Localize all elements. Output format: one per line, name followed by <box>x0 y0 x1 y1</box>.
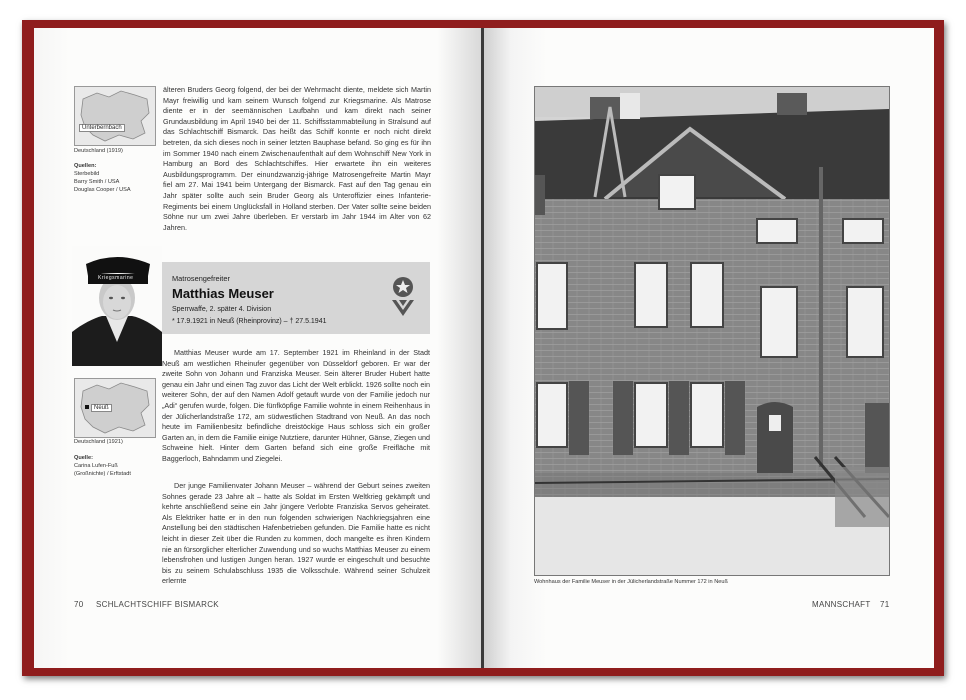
running-header: SCHLACHTSCHIFF BISMARCK <box>96 600 219 609</box>
map-place-label: Neuß <box>91 404 112 412</box>
right-page <box>484 28 934 668</box>
sources-title: Quellen: <box>74 163 97 169</box>
left-page <box>34 28 482 668</box>
map-place-label: Unterbernbach <box>79 124 125 132</box>
map-caption: Deutschland (1921) <box>74 439 123 445</box>
source-line: (Großnichte) / Erftstadt <box>74 471 131 477</box>
profile-banner <box>162 262 430 334</box>
cap-band-text: Kriegsmarine <box>98 275 134 281</box>
source-line: Carina Lufen-Fuß <box>74 463 118 469</box>
profile-rank: Matrosengefreiter <box>172 274 230 283</box>
source-line: Sterbebild <box>74 171 100 177</box>
sources-title: Quelle: <box>74 455 93 461</box>
body-paragraph: Der junge Familienvater Johann Meuser – während der Geburt seines zweiten Sohnes gerade 23 Jahre alt – hatte als Soldat im Ersten Weltkrieg gekämpft und kehrte anschließend seine ein Jahr jüngere Verlobte Franziska Servos geheiratet. Als Elektriker hatte er in den nun folgenden schwierigen Nachkriegsjahren eine Anstellung bei den städtischen Hafenbetrieben gefunden. Die Familie hatte es nicht leicht in dieser Zeit über die Runden zu kommen, doch mangelte es ihren Kindern nie an fürsorglicher elterlicher Zuwendung und so wuchs Matthias Meuser zu einem lebensfrohen und lustigen Jungen heran. 1927 wurde er eingeschult und besuchte bis zu seinem Schulabschluss 1935 die Volksschule. Während seiner Schulzeit erlernte <box>162 481 430 586</box>
photo-caption: Wohnhaus der Familie Meuser in der Jülicherlandstraße Nummer 172 in Neuß <box>534 579 728 585</box>
page-number: 70 <box>74 600 84 609</box>
source-line: Douglas Cooper / USA <box>74 187 131 193</box>
page-number: 71 <box>880 600 890 609</box>
map-caption: Deutschland (1919) <box>74 148 123 154</box>
germany-map-icon <box>75 87 155 145</box>
source-line: Barry Smith / USA <box>74 179 120 185</box>
rank-insignia-icon <box>390 276 416 318</box>
germany-map-icon <box>75 379 155 437</box>
map-germany-1921 <box>74 378 156 438</box>
profile-name: Matthias Meuser <box>172 286 274 301</box>
intro-paragraph: älteren Bruders Georg folgend, der bei der Wehrmacht diente, meldete sich Martin Mayr freiwillig und kam seinem Wunsch folgend zur Kriegsmarine. Als Matrose diente er in der seemännischen Laufbahn und kam direkt nach seiner Grundausbildung im April 1940 bei der 11. Schiffsstammabteilung in Stralsund auf das Schlachtschiff Bismarck. Das heißt das Schiff konnte er noch nicht direkt betreten, da sich dieses noch in seiner letzten Bauphase befand. So ging es für ihn im Sommer 1940 nach einem Zwischenaufenthalt auf dem Wohnschiff New York in Hamburg an Bord des Schlachtschiffes. Hier erwartete ihn ein weiteres Ausbildungsprogramm. Der einundzwanzig-jährige Matrosengefreite Martin Mayr fiel am 27. Mai 1941 beim Untergang der Bismarck. Fast auf den Tag genau ein Jahr später sollte auch sein Bruder Georg als Unteroffizier eines Infanterie-Regiments bei einem Unglücksfall in Holland sterben. Der Vater sollte seine beiden Söhne nur um zwei Jahre überleben. Er verstarb im Jahr 1944 im Alter von 62 Jahren. <box>163 85 431 232</box>
profile-unit: Sperrwaffe, 2. später 4. Division <box>172 306 272 313</box>
profile-dates: * 17.9.1921 in Neuß (Rheinprovinz) – † 27.5.1941 <box>172 318 327 325</box>
house-photo <box>534 86 890 576</box>
body-paragraph: Matthias Meuser wurde am 17. September 1921 im Rheinland in der Stadt Neuß am westlichen Rheinufer gegenüber von Düsseldorf geboren. Er war der zweite Sohn von Johann und Franziska Meuser. Sein älterer Bruder Hubert hatte genau ein Jahr und einen Tag zuvor das Licht der Welt erblickt. 1926 sollte noch ein weiterer Sohn, der auf den Namen Adolf getauft wurde von der Familie jedoch nur „Adi“ gerufen wurde, folgen. Die fünfköpfige Familie wohnte in einem Reihenhaus in der Jülicherlandstraße 172, am südwestlichen Stadtrand von Neuß. An das noch heute im Familienbesitz befindliche dreistöckige Haus schloss sich ein großer Garten an, in dem die Familie einige Nutztiere, darunter Hühner, Gänse, Ziegen und Schweine hielt. Hinter dem Garten befand sich eine große Freifläche mit Baggerloch, Bahndamm und Ziegelei. <box>162 348 430 463</box>
portrait-photo <box>72 246 162 366</box>
running-header: MANNSCHAFT <box>812 600 871 609</box>
map-germany-1919 <box>74 86 156 146</box>
